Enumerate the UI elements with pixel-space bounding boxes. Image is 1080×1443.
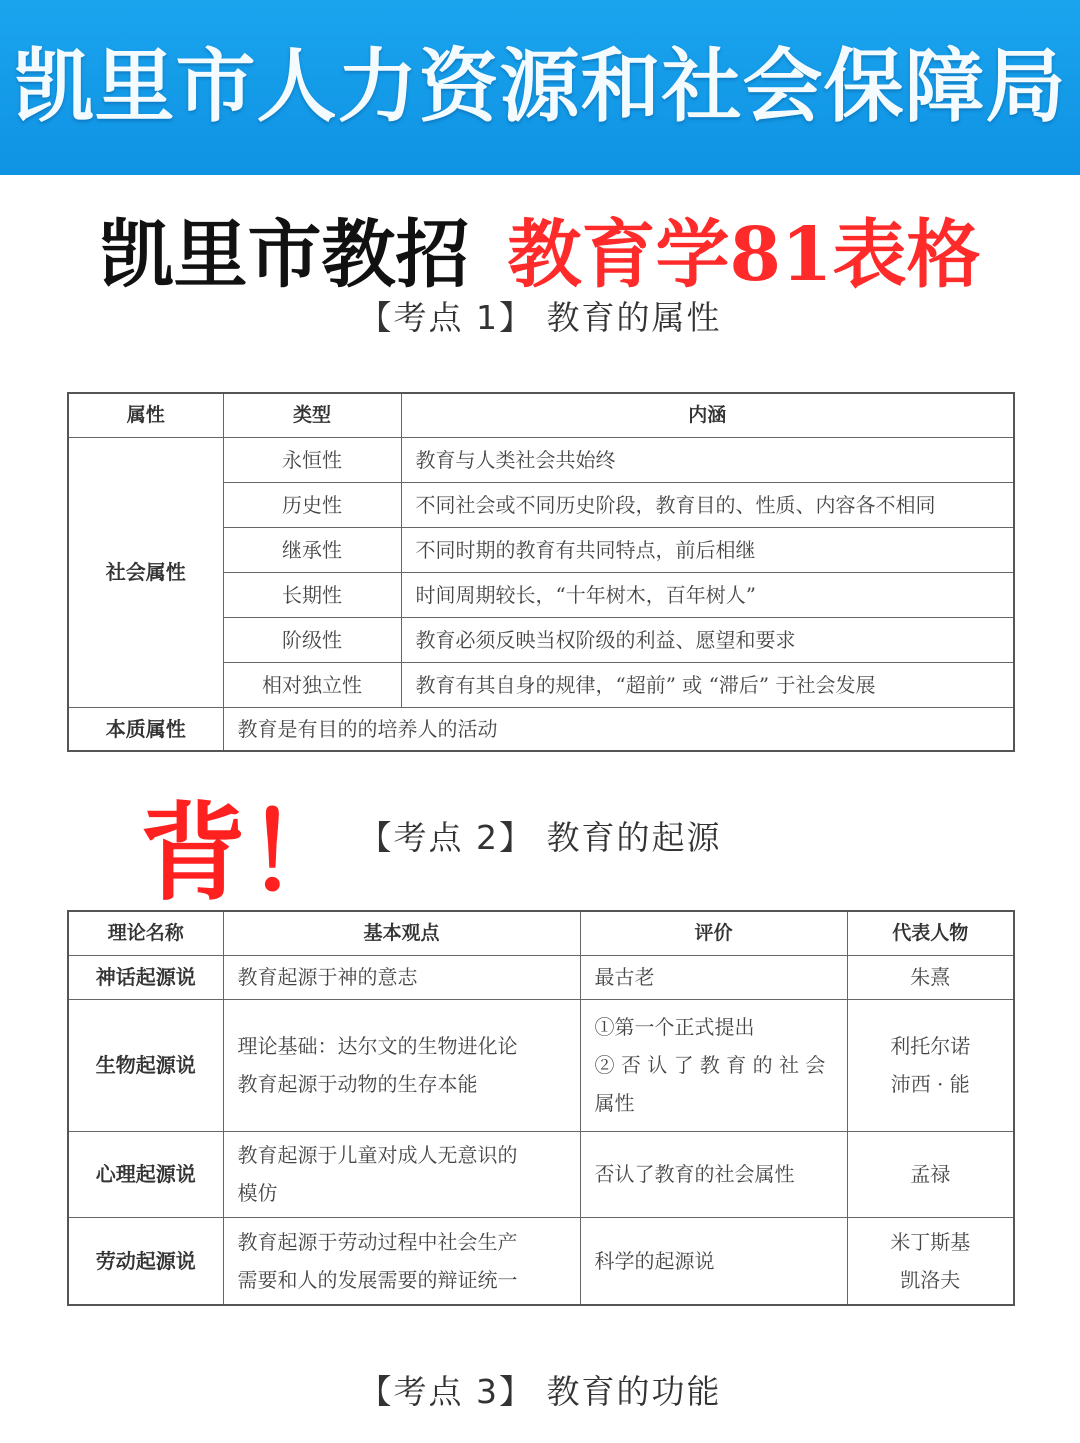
heading-part1: 凯里市教招: [99, 212, 470, 298]
section-title-2: 【考点 2】 教育的起源: [358, 818, 722, 857]
eval-line: ② 否 认 了 教 育 的 社 会: [594, 1053, 826, 1077]
view-line: 模仿: [237, 1181, 278, 1205]
eval-line: 属性: [594, 1091, 635, 1115]
heading-part2: 教育学81表格: [507, 212, 981, 298]
people-cell: [847, 955, 1014, 999]
social-attribute-label: 社会属性: [68, 437, 223, 707]
page-heading: [0, 196, 1080, 302]
eval-line: 否认了教育的社会属性: [594, 1162, 795, 1186]
type-cell: 相对独立性: [223, 662, 401, 707]
type-cell: 永恒性: [223, 437, 401, 482]
col-header-evaluation: 评价: [580, 911, 847, 955]
person: 利托尔诺: [890, 1034, 971, 1058]
content-cell: 不同时期的教育有共同特点，前后相继: [401, 527, 1014, 572]
table-header-row: [68, 911, 1014, 955]
view-cell: [223, 1217, 580, 1305]
people-cell: [847, 999, 1014, 1131]
person: 朱熹: [910, 965, 951, 989]
content-cell: 教育必须反映当权阶级的利益、愿望和要求: [401, 617, 1014, 662]
theory-name: 生物起源说: [68, 999, 223, 1131]
col-header-attribute: 属性: [68, 393, 223, 437]
theory-name: 劳动起源说: [68, 1217, 223, 1305]
person: 米丁斯基: [890, 1229, 971, 1254]
eval-line: ①第一个正式提出: [594, 1015, 755, 1039]
col-header-theory: 理论名称: [68, 911, 223, 955]
essence-attribute-label: 本质属性: [68, 707, 223, 751]
col-header-content: 内涵: [401, 393, 1014, 437]
origins-table: [67, 910, 1015, 1306]
eval-line: 最古老: [594, 965, 655, 989]
view-line: 理论基础：达尔文的生物进化论: [237, 1034, 518, 1058]
evaluation-cell: [580, 1217, 847, 1305]
col-header-people: 代表人物: [847, 911, 1014, 955]
table-row: [68, 707, 1014, 751]
table-row: [68, 437, 1014, 482]
essence-content: 教育是有目的的培养人的活动: [223, 707, 1014, 751]
view-cell: [223, 999, 580, 1131]
people-cell: [847, 1217, 1014, 1305]
person: 孟禄: [910, 1162, 951, 1186]
table-row: [68, 1217, 1014, 1305]
table-row: [68, 999, 1014, 1131]
theory-name: 神话起源说: [68, 955, 223, 999]
section-title-3: 【考点 3】 教育的功能: [358, 1372, 722, 1411]
evaluation-cell: [580, 999, 847, 1131]
attributes-table: [67, 392, 1015, 752]
eval-line: 科学的起源说: [594, 1248, 715, 1273]
table-row: [68, 1131, 1014, 1217]
content-cell: 时间周期较长，“十年树木，百年树人”: [401, 572, 1014, 617]
view-line: 需要和人的发展需要的辩证统一: [237, 1267, 518, 1292]
section-title-1: 【考点 1】 教育的属性: [358, 298, 722, 337]
bureau-title: 凯里市人力资源和社会保障局: [13, 40, 1067, 133]
view-line: 教育起源于儿童对成人无意识的: [237, 1143, 518, 1167]
view-line: 教育起源于神的意志: [237, 965, 418, 989]
content-cell: 教育与人类社会共始终: [401, 437, 1014, 482]
view-cell: [223, 955, 580, 999]
view-cell: [223, 1131, 580, 1217]
type-cell: 长期性: [223, 572, 401, 617]
evaluation-cell: [580, 955, 847, 999]
person: 凯洛夫: [900, 1267, 961, 1292]
header-banner: [0, 0, 1080, 175]
table-row: [68, 955, 1014, 999]
view-line: 教育起源于劳动过程中社会生产: [237, 1229, 518, 1254]
col-header-view: 基本观点: [223, 911, 580, 955]
table-header-row: [68, 393, 1014, 437]
type-cell: 历史性: [223, 482, 401, 527]
people-cell: [847, 1131, 1014, 1217]
col-header-type: 类型: [223, 393, 401, 437]
content-cell: 不同社会或不同历史阶段，教育目的、性质、内容各不相同: [401, 482, 1014, 527]
evaluation-cell: [580, 1131, 847, 1217]
type-cell: 继承性: [223, 527, 401, 572]
view-line: 教育起源于动物的生存本能: [237, 1072, 478, 1096]
theory-name: 心理起源说: [68, 1131, 223, 1217]
type-cell: 阶级性: [223, 617, 401, 662]
person: 沛西 · 能: [890, 1072, 970, 1096]
memorize-stamp: 背！: [140, 790, 352, 915]
content-cell: 教育有其自身的规律，“超前” 或 “滞后” 于社会发展: [401, 662, 1014, 707]
